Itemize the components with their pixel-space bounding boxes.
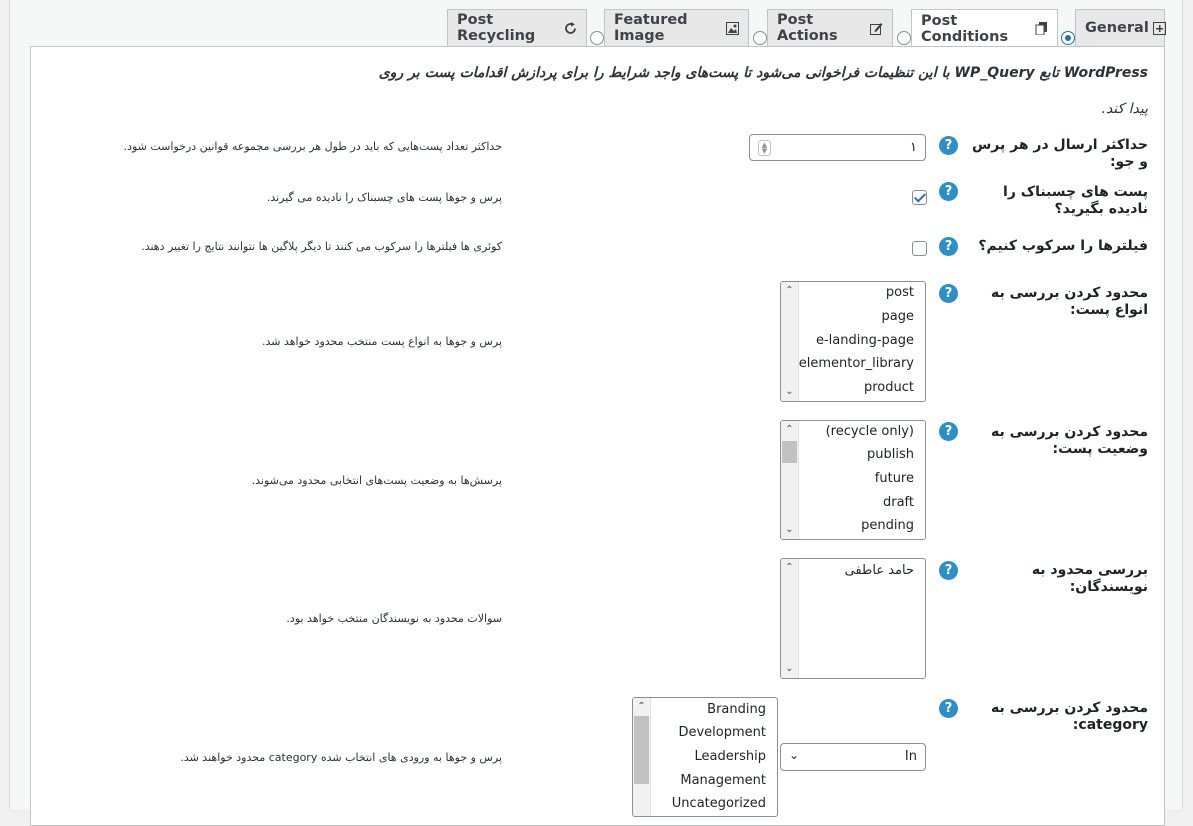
intro-text-line1: WordPress تابع WP_Query با این تنظیمات فراخوانی می‌شود تا پست‌های واجد شرایط را برای پردازش اقدامات پست بر روی (378, 65, 1148, 81)
image-icon (726, 22, 739, 35)
help-icon[interactable]: ? (939, 699, 958, 718)
recycle-icon (564, 22, 577, 35)
list-option[interactable]: draft (882, 495, 914, 510)
scroll-down-icon[interactable]: ⌄ (785, 524, 794, 535)
post-types-label: محدود کردن بررسی به انواع پست: (990, 285, 1148, 318)
help-icon[interactable]: ? (939, 237, 958, 256)
scroll-up-icon[interactable]: ⌃ (785, 424, 794, 435)
help-icon[interactable]: ? (939, 284, 958, 303)
documents-icon (1035, 22, 1048, 35)
list-option[interactable]: elementor_library (798, 356, 914, 371)
list-option[interactable]: Uncategorized (671, 796, 766, 811)
list-option[interactable]: e-landing-page (815, 333, 914, 348)
max-posts-value: ۱ (910, 140, 917, 155)
suppress-filters-desc: کوئری ها فیلترها را سرکوب می کنند تا دیگر پلاگین ها نتوانند نتایج را تغییر دهند. (141, 240, 502, 253)
select-value: In (904, 749, 917, 764)
authors-listbox[interactable] (780, 558, 926, 679)
max-posts-input[interactable] (749, 134, 926, 161)
tab-post-actions-radio[interactable] (753, 31, 767, 45)
list-option[interactable]: post (885, 285, 914, 300)
list-option[interactable]: product (863, 380, 914, 395)
tab-label: Post Conditions (921, 12, 1009, 45)
list-option[interactable]: Branding (707, 702, 766, 717)
list-option[interactable]: Development (678, 725, 766, 740)
scroll-thumb[interactable] (634, 716, 649, 784)
tab-general[interactable] (1075, 9, 1165, 46)
tab-label: General (1085, 20, 1149, 36)
ignore-sticky-desc: پرس و جوها پست های چسبناک را نادیده می گیرند. (266, 191, 502, 204)
scrollbar[interactable] (781, 421, 799, 539)
scroll-down-icon[interactable]: ⌄ (785, 386, 794, 397)
tab-featured-image[interactable] (604, 9, 749, 46)
intro-text-line2: پیدا کند. (1101, 101, 1148, 117)
list-option[interactable]: future (874, 471, 914, 486)
ignore-sticky-checkbox[interactable] (912, 190, 927, 205)
list-option[interactable]: (recycle only) (825, 424, 914, 439)
tab-post-recycling[interactable] (447, 9, 587, 46)
authors-desc: سوالات محدود به نویسندگان منتخب خواهد بود. (286, 612, 502, 625)
edit-icon (870, 22, 883, 35)
tab-general-radio[interactable] (1061, 31, 1075, 45)
number-spinner[interactable]: ▲ ▼ (758, 140, 771, 156)
tab-featured-image-radio[interactable] (590, 31, 604, 45)
help-icon[interactable]: ? (939, 561, 958, 580)
post-types-listbox[interactable] (780, 281, 926, 402)
suppress-filters-label: فیلترها را سرکوب کنیم؟ (978, 238, 1148, 254)
category-listbox[interactable] (632, 697, 778, 817)
help-icon[interactable]: ? (939, 422, 958, 441)
list-option[interactable]: Leadership (694, 749, 766, 764)
list-option[interactable]: publish (867, 447, 914, 462)
scroll-thumb[interactable] (782, 441, 797, 463)
scroll-up-icon[interactable]: ⌃ (785, 562, 794, 573)
scrollbar[interactable] (781, 559, 799, 678)
suppress-filters-checkbox[interactable] (912, 241, 927, 256)
scrollbar[interactable] (781, 282, 799, 401)
max-posts-desc: حداکثر تعداد پست‌هایی که باید در طول هر بررسی مجموعه قوانین درخواست شود. (123, 140, 502, 153)
help-icon[interactable]: ? (939, 182, 958, 201)
authors-label: بررسی محدود به نویسندگان: (1031, 562, 1148, 595)
max-posts-label: حداکثر ارسال در هر پرس و جو: (971, 137, 1148, 170)
list-option[interactable]: حامد عاطفی (844, 563, 914, 578)
tab-post-conditions-radio[interactable] (897, 31, 911, 45)
tab-label: Post Recycling (457, 12, 536, 44)
tab-post-actions[interactable] (767, 9, 893, 46)
scroll-up-icon[interactable]: ⌃ (785, 285, 794, 296)
post-status-listbox[interactable] (780, 420, 926, 540)
scrollbar[interactable] (633, 698, 651, 816)
list-option[interactable]: pending (861, 518, 914, 533)
tab-label: Post Actions (777, 12, 838, 44)
category-operator-select[interactable] (780, 743, 926, 771)
post-types-desc: پرس و جوها به انواع پست منتخب محدود خواهد شد. (261, 335, 502, 348)
help-icon[interactable]: ? (939, 136, 958, 155)
plus-square-icon (1153, 22, 1166, 35)
list-option[interactable]: page (881, 309, 914, 324)
ignore-sticky-label: پست های چسبناک را نادیده بگیرید؟ (1003, 184, 1148, 217)
category-desc: پرس و جوها به ورودی های انتخاب شده category محدود خواهند شد. (180, 751, 502, 764)
category-label: محدود کردن بررسی به category: (990, 700, 1148, 733)
tab-label: Featured Image (614, 12, 688, 44)
post-status-desc: پرسش‌ها به وضعیت پست‌های انتخابی محدود می‌شوند. (251, 474, 502, 487)
list-option[interactable]: Management (680, 773, 766, 788)
post-status-label: محدود کردن بررسی به وضعیت پست: (990, 424, 1148, 457)
scroll-down-icon[interactable]: ⌄ (785, 663, 794, 674)
tab-post-conditions[interactable] (911, 9, 1058, 47)
scroll-up-icon[interactable]: ⌃ (637, 701, 646, 712)
chevron-down-icon: ⌄ (789, 748, 800, 762)
